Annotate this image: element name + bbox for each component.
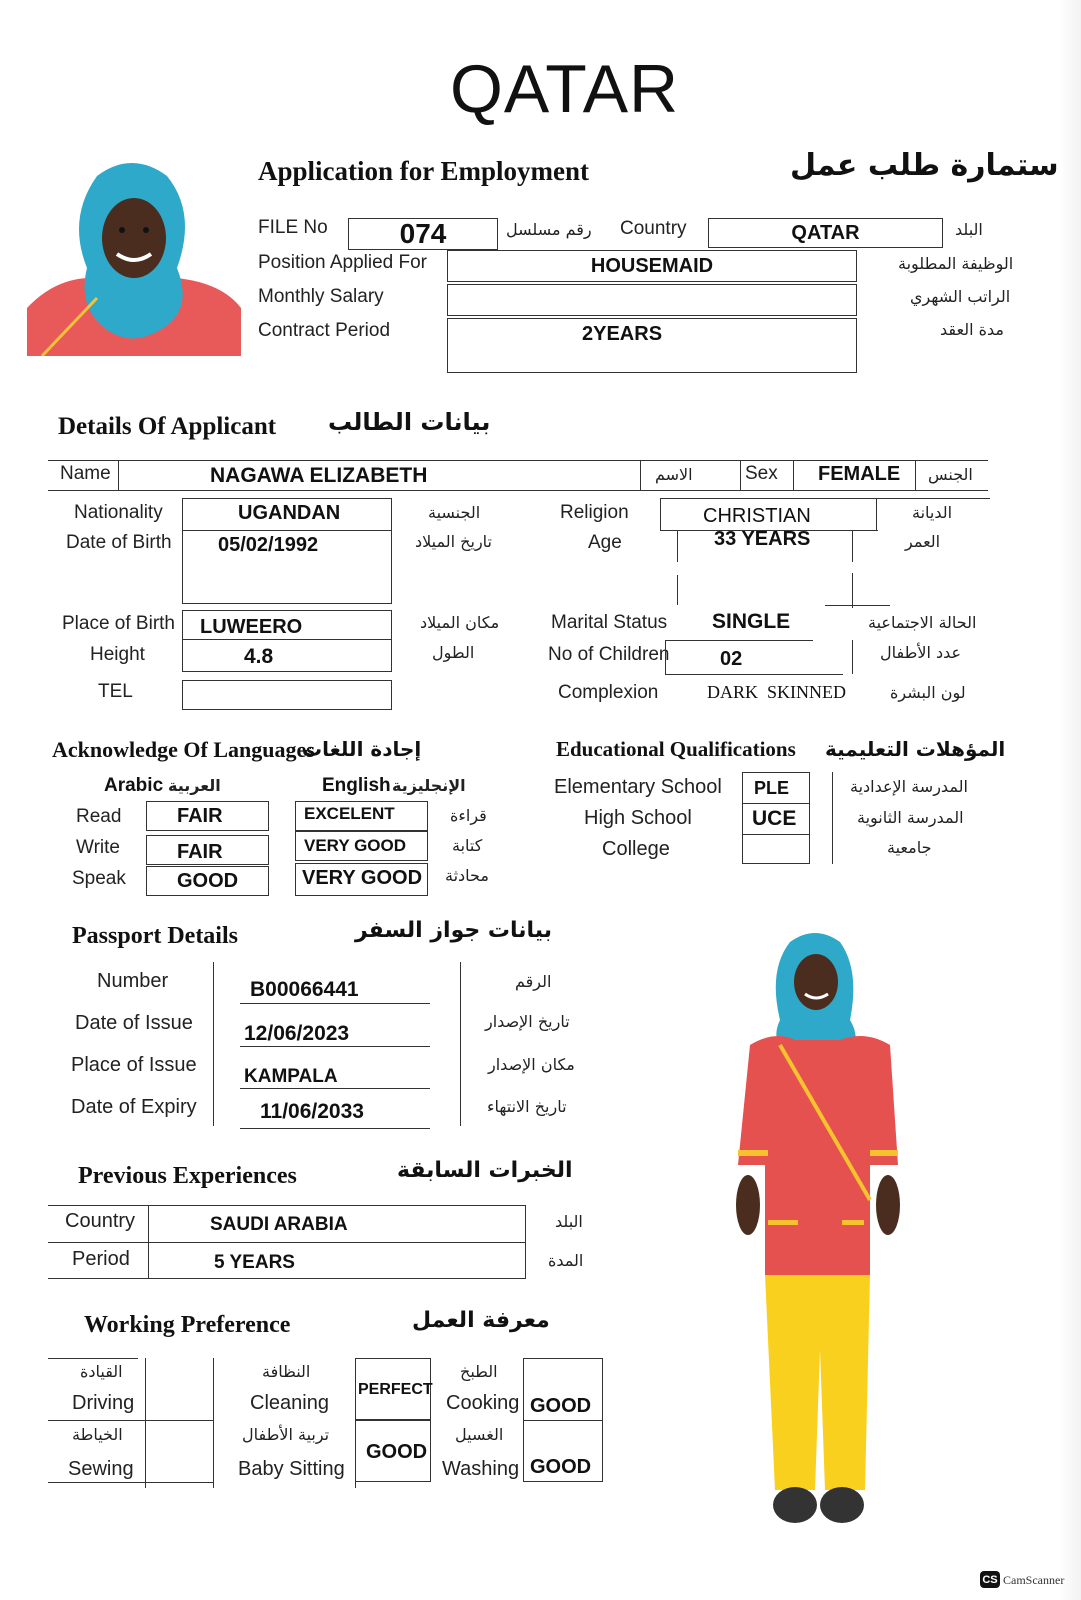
height-value: 4.8 [244, 645, 274, 668]
lang-read-arabic: FAIR [177, 805, 223, 827]
pref-line-c [48, 1482, 213, 1483]
form-title-ar: ستمارة طلب عمل [790, 148, 1059, 183]
dob-value: 05/02/1992 [218, 534, 319, 556]
passport-line-1 [240, 1003, 430, 1004]
passport-issue-date-label: Date of Issue [75, 1012, 193, 1034]
contract-ar: مدة العقد [940, 320, 1004, 339]
applicant-full-body-photo [720, 930, 920, 1540]
edu-college-ar: جامعية [887, 838, 932, 857]
edu-elementary-value: PLE [754, 778, 790, 798]
passport-expiry-ar: تاريخ الانتهاء [487, 1097, 567, 1116]
languages-section-title-ar: إجادة اللغات [302, 737, 422, 761]
passport-right-line [460, 962, 461, 1126]
passport-issue-date-value: 12/06/2023 [244, 1022, 350, 1045]
children-underline [665, 674, 843, 675]
experience-section-title: Previous Experiences [78, 1163, 297, 1189]
tel-label: TEL [98, 681, 133, 702]
camscanner-logo-icon: CS [980, 1571, 1000, 1588]
lang-read-english: EXCELENT [304, 804, 395, 823]
spacer-line-b [852, 573, 853, 608]
experience-line-bottom [48, 1278, 526, 1279]
lang-write-arabic-cell [146, 835, 269, 865]
lang-write-english-cell [295, 831, 428, 861]
age-label: Age [588, 532, 622, 553]
country-ar: البلد [955, 220, 983, 239]
babysitting-value-cell [355, 1420, 431, 1482]
position-value: HOUSEMAID [590, 254, 714, 277]
contract-value: 2YEARS [582, 323, 663, 345]
file-no-field [348, 218, 498, 250]
edu-college-label: College [602, 838, 670, 860]
lang-read-english-cell [295, 801, 428, 831]
arabic-label: Arabic [104, 775, 164, 796]
experience-period-label: Period [72, 1248, 130, 1270]
edu-elementary-ar: المدرسة الإعدادية [850, 777, 968, 796]
lang-speak-english: VERY GOOD [302, 867, 423, 889]
lang-write-label: Write [76, 837, 120, 858]
religion-left-line [660, 498, 661, 530]
name-row-bottom-line [48, 490, 988, 491]
religion-right-line [876, 498, 877, 530]
marital-ar: الحالة الاجتماعية [868, 613, 977, 632]
cooking-label: Cooking [446, 1392, 520, 1414]
contract-field [447, 318, 857, 373]
form-title: Application for Employment [258, 156, 590, 186]
nationality-label: Nationality [74, 502, 163, 523]
file-no-label: FILE No [258, 217, 328, 238]
age-ar: العمر [905, 532, 941, 551]
cooking-washing-divider [523, 1420, 603, 1421]
preference-section-title-ar: معرفة العمل [412, 1308, 550, 1333]
lang-read-label: Read [76, 806, 122, 827]
pref-divider-cleaning [213, 1358, 214, 1488]
complexion-label: Complexion [558, 682, 659, 703]
religion-label: Religion [560, 502, 629, 523]
edu-highschool-ar: المدرسة الثانوية [857, 808, 964, 827]
preference-section-title: Working Preference [84, 1312, 291, 1338]
passport-line-2 [240, 1046, 430, 1047]
experience-right-line [525, 1205, 526, 1278]
dob-ar: تاريخ الميلاد [415, 532, 492, 551]
english-label: English [322, 775, 391, 796]
cleaning-value: PERFECT [358, 1381, 433, 1398]
cleaning-value-cell [355, 1358, 431, 1420]
children-value: 02 [720, 648, 743, 670]
lang-read-arabic-cell [146, 801, 269, 831]
arabic-label-ar: العربية [168, 776, 221, 795]
washing-ar: الغسيل [455, 1425, 504, 1444]
languages-section-title: Acknowledge Of Languages [52, 737, 315, 762]
nationality-dob-divider [182, 530, 392, 531]
spacer-line-c [825, 605, 890, 606]
camscanner-watermark: CamScanner [1003, 1573, 1065, 1587]
age-left-line [677, 530, 678, 562]
passport-expiry-value: 11/06/2033 [260, 1100, 364, 1123]
applicant-portrait-photo [27, 158, 241, 356]
passport-issue-place-value: KAMPALA [244, 1066, 338, 1087]
age-value: 33 YEARS [714, 528, 811, 550]
experience-line-top [48, 1205, 526, 1206]
passport-section-title: Passport Details [72, 923, 238, 949]
scan-edge [1059, 0, 1081, 1600]
experience-section-title-ar: الخبرات السابقة [397, 1158, 573, 1183]
babysitting-value: GOOD [366, 1441, 428, 1463]
children-left-line [665, 640, 666, 674]
passport-number-ar: الرقم [515, 972, 552, 991]
passport-number-value: B00066441 [250, 978, 359, 1001]
education-divider-1 [742, 803, 810, 804]
pref-line-a [48, 1358, 138, 1359]
sex-divider-right [915, 460, 916, 490]
babysitting-label: Baby Sitting [238, 1458, 345, 1480]
sex-value: FEMALE [818, 463, 901, 485]
religion-value: CHRISTIAN [703, 505, 811, 527]
washing-value: GOOD [530, 1456, 592, 1478]
experience-country-value: SAUDI ARABIA [210, 1214, 348, 1235]
pref-line-b [48, 1420, 213, 1421]
experience-line-mid [48, 1242, 526, 1243]
children-ar: عدد الأطفال [880, 643, 962, 662]
passport-expiry-label: Date of Expiry [71, 1096, 197, 1118]
age-right-line [852, 530, 853, 562]
passport-issue-place-label: Place of Issue [71, 1054, 197, 1076]
sex-label: Sex [745, 463, 778, 484]
experience-country-label: Country [65, 1210, 136, 1232]
pob-value: LUWEERO [200, 616, 303, 638]
name-value: NAGAWA ELIZABETH [210, 464, 428, 487]
pob-label: Place of Birth [62, 613, 175, 634]
cleaning-label: Cleaning [250, 1392, 329, 1414]
nationality-value: UGANDAN [238, 502, 341, 524]
passport-issue-date-ar: تاريخ الإصدار [485, 1012, 570, 1031]
lang-speak-english-cell [295, 863, 428, 896]
sex-divider [793, 460, 794, 490]
position-ar: الوظيفة المطلوبة [898, 254, 1014, 273]
complexion-ar: لون البشرة [890, 683, 966, 702]
lang-read-ar: قراءة [450, 806, 487, 825]
pob-height-divider [182, 639, 392, 640]
lang-speak-arabic-cell [146, 866, 269, 896]
dob-label: Date of Birth [66, 532, 172, 553]
sex-ar: الجنس [928, 465, 973, 484]
cleaning-ar: النظافة [262, 1362, 311, 1381]
experience-period-ar: المدة [548, 1251, 584, 1270]
marital-underline [665, 640, 813, 641]
file-no-value: 074 [399, 218, 447, 249]
lang-write-ar: كتابة [452, 836, 483, 855]
babysitting-ar: تربية الأطفال [242, 1425, 330, 1444]
cooking-value: GOOD [530, 1395, 592, 1417]
salary-field [447, 284, 857, 316]
file-no-ar: رقم مسلسل [506, 220, 592, 239]
edu-elementary-label: Elementary School [554, 776, 722, 798]
marital-value: SINGLE [712, 610, 791, 633]
salary-label: Monthly Salary [258, 286, 384, 307]
country-title: QATAR [450, 51, 680, 127]
education-section-title-ar: المؤهلات التعليمية [825, 737, 1006, 761]
lang-speak-arabic: GOOD [177, 870, 239, 892]
passport-issue-place-ar: مكان الإصدار [488, 1055, 575, 1074]
education-section-title: Educational Qualifications [556, 737, 796, 761]
experience-country-ar: البلد [555, 1212, 583, 1231]
experience-divider [148, 1205, 149, 1278]
passport-number-label: Number [97, 970, 169, 992]
children-label: No of Children [548, 644, 670, 665]
children-right-line [852, 640, 853, 674]
spacer-line-a [677, 575, 678, 605]
education-right-line [832, 772, 833, 864]
applicant-section-title-ar: بيانات الطالب [328, 408, 491, 436]
passport-line-3 [240, 1088, 430, 1089]
sex-divider-left [740, 460, 741, 490]
marital-label: Marital Status [551, 612, 668, 633]
position-field [447, 250, 857, 282]
religion-top-line [660, 498, 990, 499]
country-field [708, 218, 943, 248]
driving-label: Driving [72, 1392, 135, 1414]
position-label: Position Applied For [258, 252, 427, 273]
name-ar: الاسم [655, 465, 693, 484]
education-divider-2 [742, 834, 810, 835]
sewing-label: Sewing [68, 1458, 134, 1480]
pref-divider-driving [145, 1358, 146, 1488]
lang-write-english: VERY GOOD [304, 836, 407, 855]
applicant-section-title: Details Of Applicant [58, 413, 277, 440]
passport-line-4 [240, 1128, 430, 1129]
driving-ar: القيادة [80, 1362, 123, 1381]
washing-label: Washing [442, 1458, 520, 1480]
cooking-ar: الطبخ [460, 1362, 498, 1381]
religion-ar: الديانة [912, 503, 953, 522]
experience-period-value: 5 YEARS [214, 1252, 295, 1273]
passport-left-line [213, 962, 214, 1126]
passport-section-title-ar: بيانات جواز السفر [355, 918, 553, 943]
pob-ar: مكان الميلاد [420, 613, 500, 632]
name-divider-end [640, 460, 641, 490]
country-label: Country [620, 218, 687, 239]
complexion-value: DARK SKINNED [707, 682, 846, 702]
lang-speak-label: Speak [72, 868, 126, 889]
lang-speak-ar: محادثة [445, 866, 489, 885]
tel-field [182, 680, 392, 710]
edu-highschool-value: UCE [752, 807, 797, 830]
nationality-ar: الجنسية [428, 503, 481, 522]
english-label-ar: الإنجليزية [392, 776, 466, 795]
name-label: Name [60, 463, 111, 484]
lang-write-arabic: FAIR [177, 841, 223, 863]
contract-label: Contract Period [258, 320, 391, 341]
name-row-top-line [48, 460, 988, 461]
height-label: Height [90, 644, 145, 665]
name-divider [118, 460, 119, 490]
edu-highschool-label: High School [584, 807, 692, 829]
country-value: QATAR [791, 221, 860, 244]
height-ar: الطول [432, 643, 475, 662]
sewing-ar: الخياطة [72, 1425, 123, 1444]
salary-ar: الراتب الشهري [910, 287, 1011, 306]
